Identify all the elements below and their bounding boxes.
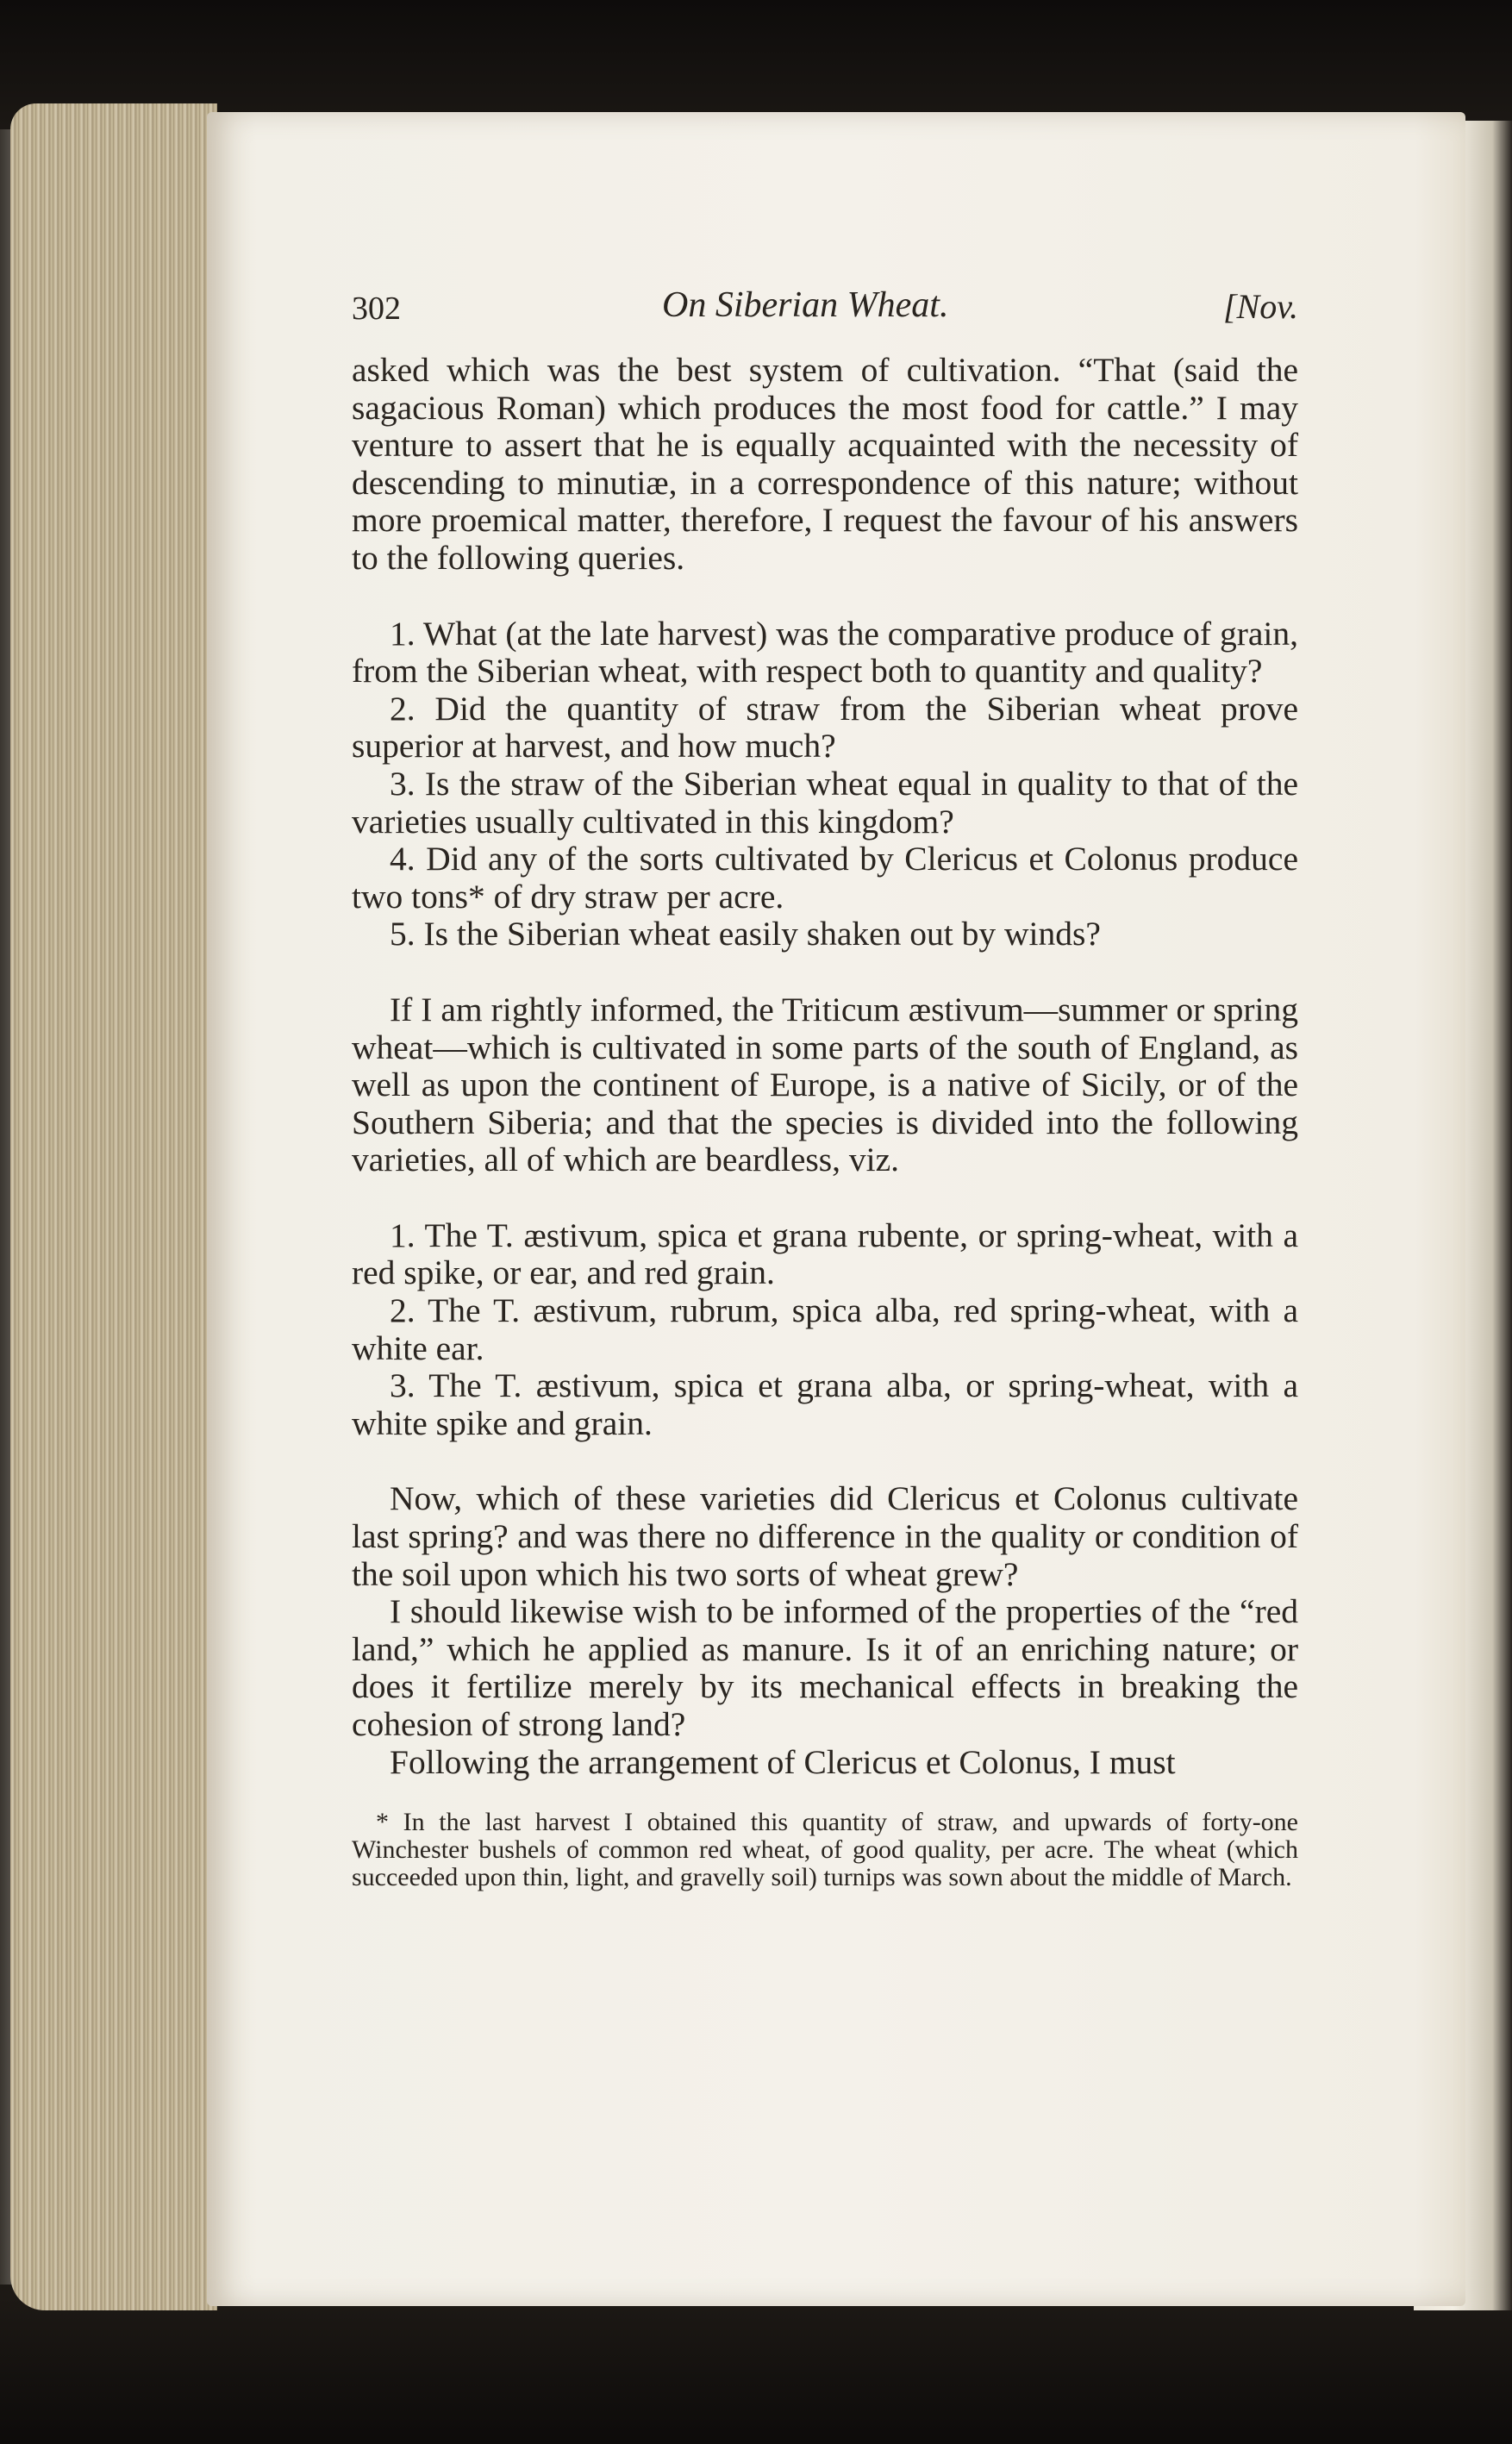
closing-paragraph: Now, which of these varieties did Clericus et Colonus cultivate last spring? and was there no difference in the quality or condition of the soil upon which his two sorts of wheat grew? bbox=[352, 1479, 1298, 1593]
page-text-block bbox=[352, 284, 1298, 1891]
closing-paragraph: Following the arrangement of Clericus et Colonus, I must bbox=[390, 1742, 1176, 1781]
species-paragraph: If I am rightly informed, the Triticum æstivum—summer or spring wheat—which is cultivated in some parts of the south of England, as well as upon the continent of Europe, is a native of Sicily, or of the Southern Siberia; and that the species is divided into the following varieties, all of which are beardless, viz. bbox=[352, 990, 1298, 1179]
variety-item: 1. The T. æstivum, spica et grana rubente, or spring-wheat, with a red spike, or ear, and red grain. bbox=[352, 1216, 1298, 1292]
intro-paragraph: asked which was the best system of cultivation. “That (said the sagacious Roman) which produces the most food for cattle.” I may venture to assert that he is equally acquainted with the necessity of descending to minutiæ, in a correspondence of this nature; without more proemical matter, therefore, I request the favour of his answers to the following queries. bbox=[352, 351, 1298, 577]
article-body bbox=[352, 352, 1298, 1781]
footnote-text: * In the last harvest I obtained this quantity of straw, and upwards of forty-one Winchester bushels of common red wheat, of good quality, per acre. The wheat (which succeeded upon thin, light, and gravelly soil) turnips was sown about the middle of March. bbox=[352, 1808, 1298, 1892]
month-heading: [Nov. bbox=[1222, 287, 1298, 326]
variety-item: 2. The T. æstivum, rubrum, spica alba, red spring-wheat, with a white ear. bbox=[352, 1291, 1298, 1367]
closing-paragraph: I should likewise wish to be informed of the properties of the “red land,” which he applied as manure. Is it of an enriching nature; or does it fertilize merely by its mechanical effects in breaking the cohesion of strong land? bbox=[352, 1592, 1298, 1743]
page-title: On Siberian Wheat. bbox=[662, 285, 949, 325]
variety-item: 3. The T. æstivum, spica et grana alba, or spring-wheat, with a white spike and grain. bbox=[352, 1366, 1298, 1442]
running-head bbox=[352, 284, 1298, 336]
query-item: 2. Did the quantity of straw from the Siberian wheat prove superior at harvest, and how much? bbox=[352, 689, 1298, 766]
page-number: 302 bbox=[352, 291, 401, 327]
query-item: 4. Did any of the sorts cultivated by Clericus et Colonus produce two tons* of dry straw per acre. bbox=[352, 840, 1298, 916]
page-block-edges bbox=[10, 103, 217, 2310]
query-item: 3. Is the straw of the Siberian wheat equal in quality to that of the varieties usually cultivated in this kingdom? bbox=[352, 764, 1298, 841]
query-item: 1. What (at the late harvest) was the comparative produce of grain, from the Siberian wheat, with respect both to quantity and quality? bbox=[352, 614, 1298, 691]
footnote bbox=[352, 1809, 1298, 1891]
query-item: 5. Is the Siberian wheat easily shaken out by winds? bbox=[390, 915, 1101, 953]
